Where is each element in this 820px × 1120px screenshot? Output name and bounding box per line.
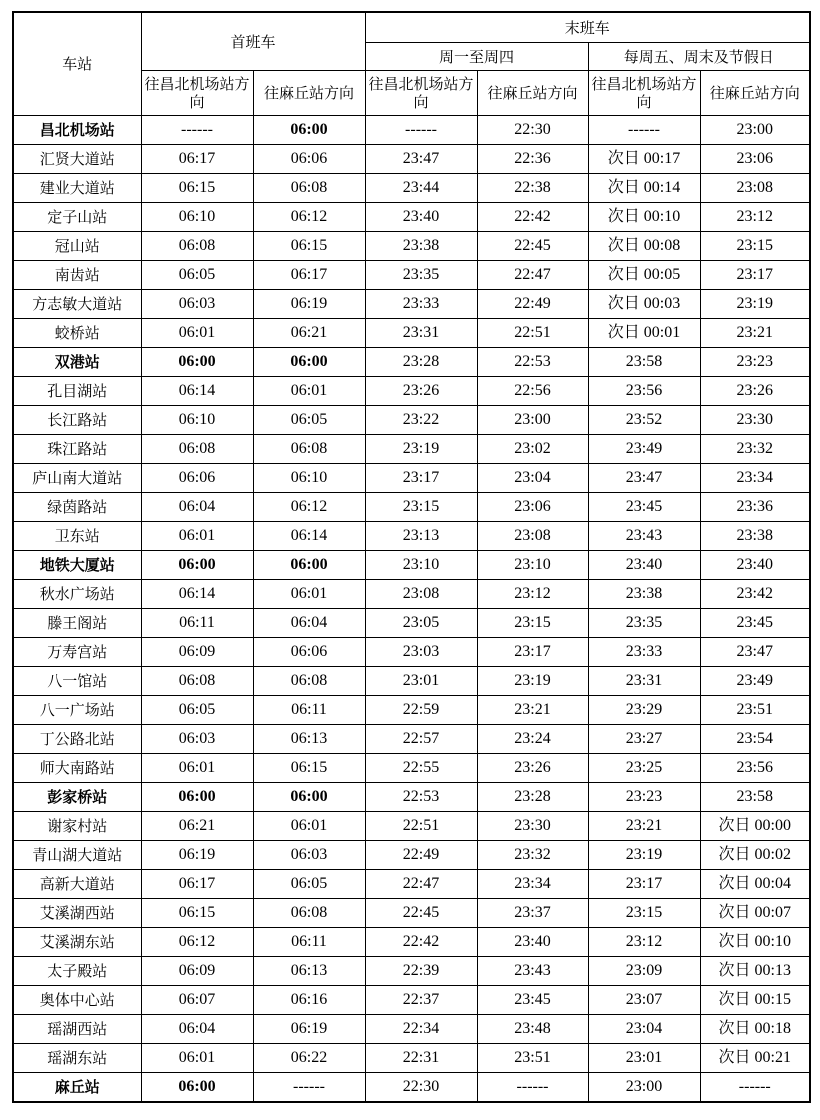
timetable-header: [13, 12, 810, 116]
time-cell-monthu-dir-maqiu: 23:24: [477, 725, 588, 754]
time-cell-first-dir-airport: 06:01: [141, 319, 253, 348]
time-cell-first-dir-maqiu: ------: [253, 1073, 365, 1103]
time-cell-first-dir-maqiu: 06:21: [253, 319, 365, 348]
time-cell-monthu-dir-maqiu: 23:30: [477, 812, 588, 841]
station-name: 方志敏大道站: [13, 290, 141, 319]
time-cell-friwkd-dir-airport: 23:17: [588, 870, 700, 899]
table-row: [13, 522, 810, 551]
time-cell-monthu-dir-airport: 22:47: [365, 870, 477, 899]
table-row: [13, 609, 810, 638]
time-cell-monthu-dir-maqiu: 23:12: [477, 580, 588, 609]
time-cell-monthu-dir-maqiu: 22:56: [477, 377, 588, 406]
time-cell-first-dir-airport: 06:21: [141, 812, 253, 841]
time-cell-first-dir-maqiu: 06:19: [253, 1015, 365, 1044]
time-cell-first-dir-airport: 06:05: [141, 261, 253, 290]
time-cell-friwkd-dir-maqiu: 23:56: [700, 754, 810, 783]
time-cell-first-dir-airport: 06:15: [141, 899, 253, 928]
time-cell-monthu-dir-airport: 22:57: [365, 725, 477, 754]
table-row: [13, 406, 810, 435]
time-cell-monthu-dir-maqiu: 22:53: [477, 348, 588, 377]
time-cell-friwkd-dir-maqiu: 次日 00:15: [700, 986, 810, 1015]
table-row: [13, 348, 810, 377]
time-cell-friwkd-dir-airport: 23:31: [588, 667, 700, 696]
time-cell-monthu-dir-airport: 22:37: [365, 986, 477, 1015]
time-cell-first-dir-maqiu: 06:01: [253, 580, 365, 609]
time-cell-monthu-dir-airport: 23:35: [365, 261, 477, 290]
time-cell-monthu-dir-maqiu: 23:28: [477, 783, 588, 812]
time-cell-monthu-dir-airport: 22:49: [365, 841, 477, 870]
time-cell-monthu-dir-airport: 22:45: [365, 899, 477, 928]
time-cell-first-dir-maqiu: 06:00: [253, 116, 365, 145]
table-row: [13, 754, 810, 783]
header-last-train: 末班车: [365, 12, 810, 43]
time-cell-friwkd-dir-airport: 23:43: [588, 522, 700, 551]
time-cell-first-dir-airport: 06:17: [141, 145, 253, 174]
table-row: [13, 203, 810, 232]
station-name: 昌北机场站: [13, 116, 141, 145]
station-name: 彭家桥站: [13, 783, 141, 812]
time-cell-friwkd-dir-airport: 23:00: [588, 1073, 700, 1103]
time-cell-monthu-dir-maqiu: 23:45: [477, 986, 588, 1015]
table-row: [13, 464, 810, 493]
time-cell-friwkd-dir-airport: 23:23: [588, 783, 700, 812]
time-cell-friwkd-dir-airport: 23:07: [588, 986, 700, 1015]
station-name: 瑶湖西站: [13, 1015, 141, 1044]
time-cell-monthu-dir-airport: 23:17: [365, 464, 477, 493]
time-cell-monthu-dir-maqiu: 23:08: [477, 522, 588, 551]
time-cell-friwkd-dir-airport: 23:29: [588, 696, 700, 725]
time-cell-friwkd-dir-airport: 23:56: [588, 377, 700, 406]
table-row: [13, 116, 810, 145]
time-cell-monthu-dir-airport: 22:59: [365, 696, 477, 725]
time-cell-monthu-dir-maqiu: 23:00: [477, 406, 588, 435]
time-cell-first-dir-maqiu: 06:01: [253, 812, 365, 841]
table-row: [13, 667, 810, 696]
time-cell-monthu-dir-maqiu: 23:51: [477, 1044, 588, 1073]
time-cell-first-dir-airport: 06:01: [141, 1044, 253, 1073]
table-row: [13, 377, 810, 406]
station-name: 丁公路北站: [13, 725, 141, 754]
time-cell-first-dir-airport: 06:04: [141, 1015, 253, 1044]
time-cell-monthu-dir-airport: 22:55: [365, 754, 477, 783]
time-cell-monthu-dir-airport: 23:33: [365, 290, 477, 319]
station-name: 谢家村站: [13, 812, 141, 841]
time-cell-first-dir-airport: 06:09: [141, 638, 253, 667]
time-cell-friwkd-dir-maqiu: 23:45: [700, 609, 810, 638]
time-cell-friwkd-dir-airport: 次日 00:05: [588, 261, 700, 290]
station-name: 万寿宫站: [13, 638, 141, 667]
time-cell-monthu-dir-maqiu: 23:06: [477, 493, 588, 522]
time-cell-monthu-dir-maqiu: 23:17: [477, 638, 588, 667]
table-row: [13, 1073, 810, 1103]
time-cell-friwkd-dir-maqiu: 23:30: [700, 406, 810, 435]
time-cell-friwkd-dir-maqiu: 次日 00:04: [700, 870, 810, 899]
header-first-dir-maqiu: 往麻丘站方向: [253, 71, 365, 116]
table-row: [13, 145, 810, 174]
time-cell-first-dir-maqiu: 06:17: [253, 261, 365, 290]
time-cell-monthu-dir-maqiu: 22:47: [477, 261, 588, 290]
time-cell-monthu-dir-airport: 23:40: [365, 203, 477, 232]
time-cell-first-dir-airport: 06:03: [141, 725, 253, 754]
time-cell-first-dir-maqiu: 06:10: [253, 464, 365, 493]
time-cell-first-dir-maqiu: 06:08: [253, 899, 365, 928]
station-name: 孔目湖站: [13, 377, 141, 406]
time-cell-monthu-dir-airport: 22:34: [365, 1015, 477, 1044]
header-friwkd-dir-maqiu: 往麻丘站方向: [700, 71, 810, 116]
station-name: 卫东站: [13, 522, 141, 551]
time-cell-first-dir-maqiu: 06:00: [253, 348, 365, 377]
time-cell-first-dir-airport: 06:01: [141, 522, 253, 551]
time-cell-monthu-dir-maqiu: 23:04: [477, 464, 588, 493]
time-cell-friwkd-dir-airport: 23:25: [588, 754, 700, 783]
station-name: 珠江路站: [13, 435, 141, 464]
time-cell-monthu-dir-maqiu: 23:10: [477, 551, 588, 580]
time-cell-first-dir-airport: 06:08: [141, 232, 253, 261]
time-cell-friwkd-dir-maqiu: 23:23: [700, 348, 810, 377]
time-cell-first-dir-airport: 06:08: [141, 435, 253, 464]
time-cell-friwkd-dir-maqiu: 次日 00:10: [700, 928, 810, 957]
time-cell-first-dir-airport: 06:10: [141, 406, 253, 435]
station-name: 师大南路站: [13, 754, 141, 783]
time-cell-friwkd-dir-maqiu: 23:42: [700, 580, 810, 609]
time-cell-monthu-dir-airport: 23:01: [365, 667, 477, 696]
table-row: [13, 435, 810, 464]
time-cell-first-dir-maqiu: 06:04: [253, 609, 365, 638]
time-cell-monthu-dir-maqiu: 23:43: [477, 957, 588, 986]
table-row: [13, 928, 810, 957]
time-cell-first-dir-airport: 06:14: [141, 580, 253, 609]
time-cell-friwkd-dir-maqiu: 次日 00:07: [700, 899, 810, 928]
time-cell-friwkd-dir-airport: 23:49: [588, 435, 700, 464]
time-cell-friwkd-dir-airport: 23:52: [588, 406, 700, 435]
table-row: [13, 232, 810, 261]
time-cell-friwkd-dir-airport: 23:33: [588, 638, 700, 667]
time-cell-first-dir-airport: 06:00: [141, 551, 253, 580]
time-cell-monthu-dir-maqiu: 23:19: [477, 667, 588, 696]
time-cell-first-dir-airport: 06:19: [141, 841, 253, 870]
table-row: [13, 319, 810, 348]
time-cell-monthu-dir-airport: 23:19: [365, 435, 477, 464]
time-cell-first-dir-maqiu: 06:08: [253, 435, 365, 464]
time-cell-monthu-dir-maqiu: ------: [477, 1073, 588, 1103]
station-name: 瑶湖东站: [13, 1044, 141, 1073]
station-name: 八一馆站: [13, 667, 141, 696]
time-cell-monthu-dir-maqiu: 23:02: [477, 435, 588, 464]
time-cell-monthu-dir-maqiu: 23:21: [477, 696, 588, 725]
timetable: [12, 11, 811, 1103]
time-cell-first-dir-airport: 06:09: [141, 957, 253, 986]
table-row: [13, 551, 810, 580]
time-cell-first-dir-maqiu: 06:13: [253, 957, 365, 986]
time-cell-monthu-dir-maqiu: 23:32: [477, 841, 588, 870]
station-name: 八一广场站: [13, 696, 141, 725]
header-first-dir-airport: 往昌北机场站方向: [141, 71, 253, 116]
time-cell-first-dir-maqiu: 06:05: [253, 406, 365, 435]
time-cell-friwkd-dir-airport: 23:19: [588, 841, 700, 870]
time-cell-friwkd-dir-maqiu: 次日 00:21: [700, 1044, 810, 1073]
time-cell-friwkd-dir-airport: 次日 00:01: [588, 319, 700, 348]
time-cell-monthu-dir-airport: 23:31: [365, 319, 477, 348]
time-cell-friwkd-dir-maqiu: 23:12: [700, 203, 810, 232]
time-cell-monthu-dir-maqiu: 23:40: [477, 928, 588, 957]
time-cell-monthu-dir-airport: 22:51: [365, 812, 477, 841]
time-cell-first-dir-maqiu: 06:03: [253, 841, 365, 870]
time-cell-first-dir-airport: 06:08: [141, 667, 253, 696]
time-cell-first-dir-airport: 06:12: [141, 928, 253, 957]
time-cell-first-dir-maqiu: 06:22: [253, 1044, 365, 1073]
time-cell-friwkd-dir-maqiu: ------: [700, 1073, 810, 1103]
time-cell-first-dir-airport: 06:07: [141, 986, 253, 1015]
time-cell-friwkd-dir-airport: 23:21: [588, 812, 700, 841]
time-cell-monthu-dir-airport: 23:47: [365, 145, 477, 174]
station-name: 庐山南大道站: [13, 464, 141, 493]
time-cell-first-dir-airport: 06:17: [141, 870, 253, 899]
time-cell-monthu-dir-maqiu: 22:45: [477, 232, 588, 261]
station-name: 滕王阁站: [13, 609, 141, 638]
time-cell-first-dir-maqiu: 06:06: [253, 638, 365, 667]
station-name: 青山湖大道站: [13, 841, 141, 870]
station-name: 定子山站: [13, 203, 141, 232]
time-cell-friwkd-dir-airport: 次日 00:03: [588, 290, 700, 319]
time-cell-monthu-dir-maqiu: 23:37: [477, 899, 588, 928]
station-name: 绿茵路站: [13, 493, 141, 522]
header-mon-thu: 周一至周四: [365, 43, 588, 71]
time-cell-friwkd-dir-maqiu: 23:19: [700, 290, 810, 319]
time-cell-first-dir-maqiu: 06:00: [253, 551, 365, 580]
time-cell-first-dir-maqiu: 06:01: [253, 377, 365, 406]
time-cell-monthu-dir-airport: 23:22: [365, 406, 477, 435]
time-cell-friwkd-dir-airport: 23:58: [588, 348, 700, 377]
table-row: [13, 957, 810, 986]
station-name: 双港站: [13, 348, 141, 377]
table-row: [13, 1044, 810, 1073]
station-name: 蛟桥站: [13, 319, 141, 348]
time-cell-monthu-dir-maqiu: 22:36: [477, 145, 588, 174]
header-first-train: 首班车: [141, 12, 365, 71]
time-cell-first-dir-airport: 06:03: [141, 290, 253, 319]
time-cell-first-dir-maqiu: 06:00: [253, 783, 365, 812]
station-name: 艾溪湖西站: [13, 899, 141, 928]
time-cell-monthu-dir-airport: 22:31: [365, 1044, 477, 1073]
station-name: 汇贤大道站: [13, 145, 141, 174]
header-monthu-dir-maqiu: 往麻丘站方向: [477, 71, 588, 116]
time-cell-friwkd-dir-airport: 23:09: [588, 957, 700, 986]
time-cell-monthu-dir-maqiu: 22:42: [477, 203, 588, 232]
time-cell-monthu-dir-maqiu: 22:49: [477, 290, 588, 319]
station-name: 秋水广场站: [13, 580, 141, 609]
time-cell-friwkd-dir-maqiu: 23:40: [700, 551, 810, 580]
time-cell-monthu-dir-maqiu: 22:38: [477, 174, 588, 203]
time-cell-first-dir-maqiu: 06:12: [253, 203, 365, 232]
time-cell-friwkd-dir-airport: 23:45: [588, 493, 700, 522]
header-monthu-dir-airport: 往昌北机场站方向: [365, 71, 477, 116]
time-cell-first-dir-airport: 06:11: [141, 609, 253, 638]
time-cell-friwkd-dir-airport: 23:15: [588, 899, 700, 928]
time-cell-first-dir-airport: 06:10: [141, 203, 253, 232]
time-cell-first-dir-maqiu: 06:12: [253, 493, 365, 522]
time-cell-first-dir-airport: 06:00: [141, 783, 253, 812]
time-cell-friwkd-dir-airport: 23:27: [588, 725, 700, 754]
time-cell-friwkd-dir-airport: 次日 00:17: [588, 145, 700, 174]
time-cell-monthu-dir-airport: 23:05: [365, 609, 477, 638]
time-cell-monthu-dir-maqiu: 23:26: [477, 754, 588, 783]
time-cell-monthu-dir-airport: 23:28: [365, 348, 477, 377]
time-cell-monthu-dir-airport: 23:03: [365, 638, 477, 667]
time-cell-monthu-dir-maqiu: 23:15: [477, 609, 588, 638]
table-row: [13, 870, 810, 899]
time-cell-first-dir-airport: 06:00: [141, 348, 253, 377]
table-row: [13, 1015, 810, 1044]
time-cell-friwkd-dir-maqiu: 23:54: [700, 725, 810, 754]
time-cell-monthu-dir-airport: 23:10: [365, 551, 477, 580]
time-cell-first-dir-maqiu: 06:08: [253, 174, 365, 203]
time-cell-friwkd-dir-maqiu: 23:00: [700, 116, 810, 145]
time-cell-first-dir-maqiu: 06:15: [253, 754, 365, 783]
table-row: [13, 986, 810, 1015]
time-cell-monthu-dir-airport: 22:39: [365, 957, 477, 986]
time-cell-friwkd-dir-airport: 次日 00:14: [588, 174, 700, 203]
time-cell-friwkd-dir-maqiu: 23:17: [700, 261, 810, 290]
time-cell-friwkd-dir-airport: 23:04: [588, 1015, 700, 1044]
time-cell-first-dir-airport: 06:15: [141, 174, 253, 203]
time-cell-friwkd-dir-maqiu: 23:15: [700, 232, 810, 261]
time-cell-first-dir-maqiu: 06:08: [253, 667, 365, 696]
time-cell-friwkd-dir-maqiu: 23:58: [700, 783, 810, 812]
time-cell-friwkd-dir-maqiu: 23:34: [700, 464, 810, 493]
time-cell-friwkd-dir-airport: 23:12: [588, 928, 700, 957]
time-cell-first-dir-airport: 06:01: [141, 754, 253, 783]
time-cell-friwkd-dir-maqiu: 23:08: [700, 174, 810, 203]
time-cell-friwkd-dir-airport: 23:01: [588, 1044, 700, 1073]
table-row: [13, 493, 810, 522]
time-cell-monthu-dir-maqiu: 22:30: [477, 116, 588, 145]
time-cell-friwkd-dir-maqiu: 次日 00:00: [700, 812, 810, 841]
table-row: [13, 783, 810, 812]
time-cell-friwkd-dir-maqiu: 次日 00:13: [700, 957, 810, 986]
header-station: 车站: [13, 12, 141, 116]
timetable-container: [12, 11, 811, 1103]
time-cell-first-dir-maqiu: 06:11: [253, 696, 365, 725]
time-cell-first-dir-airport: 06:14: [141, 377, 253, 406]
station-name: 麻丘站: [13, 1073, 141, 1103]
time-cell-monthu-dir-airport: 23:08: [365, 580, 477, 609]
time-cell-monthu-dir-airport: 23:15: [365, 493, 477, 522]
station-name: 建业大道站: [13, 174, 141, 203]
time-cell-friwkd-dir-maqiu: 23:06: [700, 145, 810, 174]
header-friwkd-dir-airport: 往昌北机场站方向: [588, 71, 700, 116]
station-name: 南齿站: [13, 261, 141, 290]
time-cell-friwkd-dir-airport: ------: [588, 116, 700, 145]
table-row: [13, 290, 810, 319]
header-fri-weekend: 每周五、周末及节假日: [588, 43, 810, 71]
time-cell-monthu-dir-airport: 23:13: [365, 522, 477, 551]
time-cell-first-dir-airport: 06:04: [141, 493, 253, 522]
time-cell-first-dir-maqiu: 06:19: [253, 290, 365, 319]
time-cell-friwkd-dir-maqiu: 23:49: [700, 667, 810, 696]
station-name: 冠山站: [13, 232, 141, 261]
time-cell-first-dir-maqiu: 06:16: [253, 986, 365, 1015]
time-cell-friwkd-dir-maqiu: 23:36: [700, 493, 810, 522]
time-cell-monthu-dir-maqiu: 22:51: [477, 319, 588, 348]
timetable-body: [13, 116, 810, 1103]
time-cell-friwkd-dir-airport: 23:40: [588, 551, 700, 580]
time-cell-friwkd-dir-airport: 23:35: [588, 609, 700, 638]
time-cell-first-dir-maqiu: 06:05: [253, 870, 365, 899]
time-cell-first-dir-maqiu: 06:13: [253, 725, 365, 754]
time-cell-friwkd-dir-maqiu: 次日 00:02: [700, 841, 810, 870]
time-cell-first-dir-maqiu: 06:11: [253, 928, 365, 957]
time-cell-friwkd-dir-maqiu: 次日 00:18: [700, 1015, 810, 1044]
table-row: [13, 580, 810, 609]
time-cell-monthu-dir-airport: 23:44: [365, 174, 477, 203]
table-row: [13, 638, 810, 667]
time-cell-friwkd-dir-airport: 次日 00:10: [588, 203, 700, 232]
station-name: 高新大道站: [13, 870, 141, 899]
time-cell-first-dir-maqiu: 06:06: [253, 145, 365, 174]
station-name: 长江路站: [13, 406, 141, 435]
time-cell-first-dir-airport: ------: [141, 116, 253, 145]
time-cell-monthu-dir-maqiu: 23:34: [477, 870, 588, 899]
table-row: [13, 812, 810, 841]
time-cell-friwkd-dir-maqiu: 23:26: [700, 377, 810, 406]
time-cell-friwkd-dir-airport: 次日 00:08: [588, 232, 700, 261]
time-cell-first-dir-airport: 06:06: [141, 464, 253, 493]
table-row: [13, 899, 810, 928]
time-cell-first-dir-maqiu: 06:15: [253, 232, 365, 261]
time-cell-monthu-dir-airport: 22:53: [365, 783, 477, 812]
time-cell-friwkd-dir-maqiu: 23:47: [700, 638, 810, 667]
time-cell-friwkd-dir-maqiu: 23:21: [700, 319, 810, 348]
time-cell-first-dir-airport: 06:05: [141, 696, 253, 725]
table-row: [13, 696, 810, 725]
time-cell-friwkd-dir-airport: 23:38: [588, 580, 700, 609]
station-name: 艾溪湖东站: [13, 928, 141, 957]
station-name: 地铁大厦站: [13, 551, 141, 580]
time-cell-friwkd-dir-maqiu: 23:51: [700, 696, 810, 725]
time-cell-monthu-dir-airport: ------: [365, 116, 477, 145]
station-name: 奥体中心站: [13, 986, 141, 1015]
time-cell-first-dir-maqiu: 06:14: [253, 522, 365, 551]
time-cell-monthu-dir-airport: 22:42: [365, 928, 477, 957]
time-cell-friwkd-dir-airport: 23:47: [588, 464, 700, 493]
time-cell-monthu-dir-airport: 23:26: [365, 377, 477, 406]
time-cell-monthu-dir-airport: 22:30: [365, 1073, 477, 1103]
table-row: [13, 261, 810, 290]
time-cell-monthu-dir-maqiu: 23:48: [477, 1015, 588, 1044]
time-cell-friwkd-dir-maqiu: 23:38: [700, 522, 810, 551]
table-row: [13, 841, 810, 870]
table-row: [13, 725, 810, 754]
time-cell-first-dir-airport: 06:00: [141, 1073, 253, 1103]
station-name: 太子殿站: [13, 957, 141, 986]
time-cell-friwkd-dir-maqiu: 23:32: [700, 435, 810, 464]
time-cell-monthu-dir-airport: 23:38: [365, 232, 477, 261]
table-row: [13, 174, 810, 203]
